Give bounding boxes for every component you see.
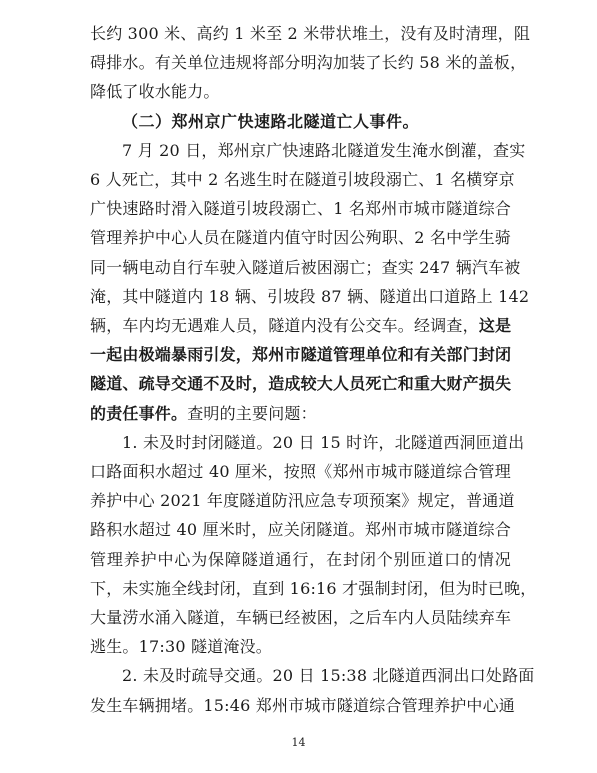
paragraph-line: 养护中心 2021 年度隧道防汛应急专项预案》规定，普通道 [90, 491, 515, 511]
paragraph-line: 下，未实施全线封闭，直到 16:16 才强制封闭，但为时已晚， [90, 578, 537, 598]
line-text: 查明的主要问题： [187, 403, 317, 423]
paragraph-line: 7 月 20 日，郑州京广快速路北隧道发生淹水倒灌，查实 [122, 140, 526, 160]
paragraph-line: 6 人死亡，其中 2 名逃生时在隧道引坡段溺亡、1 名横穿京 [90, 170, 515, 189]
paragraph-line: 2. 未及时疏导交通。20 日 15:38 北隧道西洞出口处路面 [122, 666, 535, 686]
paragraph-line: 1. 未及时封闭隧道。20 日 15 时许，北隧道西洞匝道出 [122, 432, 525, 452]
paragraph-line: 降低了收水能力。 [90, 82, 220, 102]
paragraph-line: 碍排水。有关单位违规将部分明沟加装了长约 58 米的盖板， [90, 53, 527, 73]
paragraph-line [90, 404, 511, 424]
paragraph-line: 发生车辆拥堵。15:46 郑州市城市隧道综合管理养护中心通 [90, 695, 515, 715]
paragraph-line: 淹，其中隧道内 18 辆、引坡段 87 辆、隧道出口道路上 142 [90, 286, 530, 306]
paragraph-line: 广快速路时滑入隧道引坡段溺亡、1 名郑州市城市隧道综合 [90, 199, 511, 219]
paragraph-line: 逃生。17:30 隧道淹没。 [90, 637, 272, 657]
paragraph-line: 管理养护中心人员在隧道内值守时因公殉职、2 名中学生骑 [90, 228, 511, 248]
paragraph-line: 大量涝水涌入隧道，车辆已经被困，之后车内人员陆续弃车 [90, 608, 512, 627]
section-heading: （二）郑州京广快速路北隧道亡人事件。 [122, 111, 420, 131]
bold-text: 的责任事件。 [90, 403, 188, 423]
paragraph-line: 长约 300 米、高约 1 米至 2 米带状堆土，没有及时清理，阻 [90, 24, 531, 43]
paragraph-line: 路积水超过 40 厘米时，应关闭隧道。郑州市城市隧道综合 [90, 520, 511, 540]
bold-paragraph-line: 隧道、疏导交通不及时，造成较大人员死亡和重大财产损失 [90, 374, 512, 394]
paragraph-line: 同一辆电动自行车驶入隧道后被困溺亡；查实 247 辆汽车被 [90, 257, 521, 277]
bold-text: 这是 [478, 316, 512, 335]
paragraph-line [90, 316, 511, 336]
bold-paragraph-line: 一起由极端暴雨引发，郑州市隧道管理单位和有关部门封闭 [90, 345, 512, 365]
page-number: 14 [291, 736, 306, 749]
line-text: 辆，车内均无遇难人员，隧道内没有公交车。经调查， [90, 316, 479, 335]
paragraph-line: 管理养护中心为保障隧道通行，在封闭个别匝道口的情况 [90, 549, 511, 569]
paragraph-line: 口路面积水超过 40 厘米，按照《郑州市城市隧道综合管理 [90, 462, 511, 481]
